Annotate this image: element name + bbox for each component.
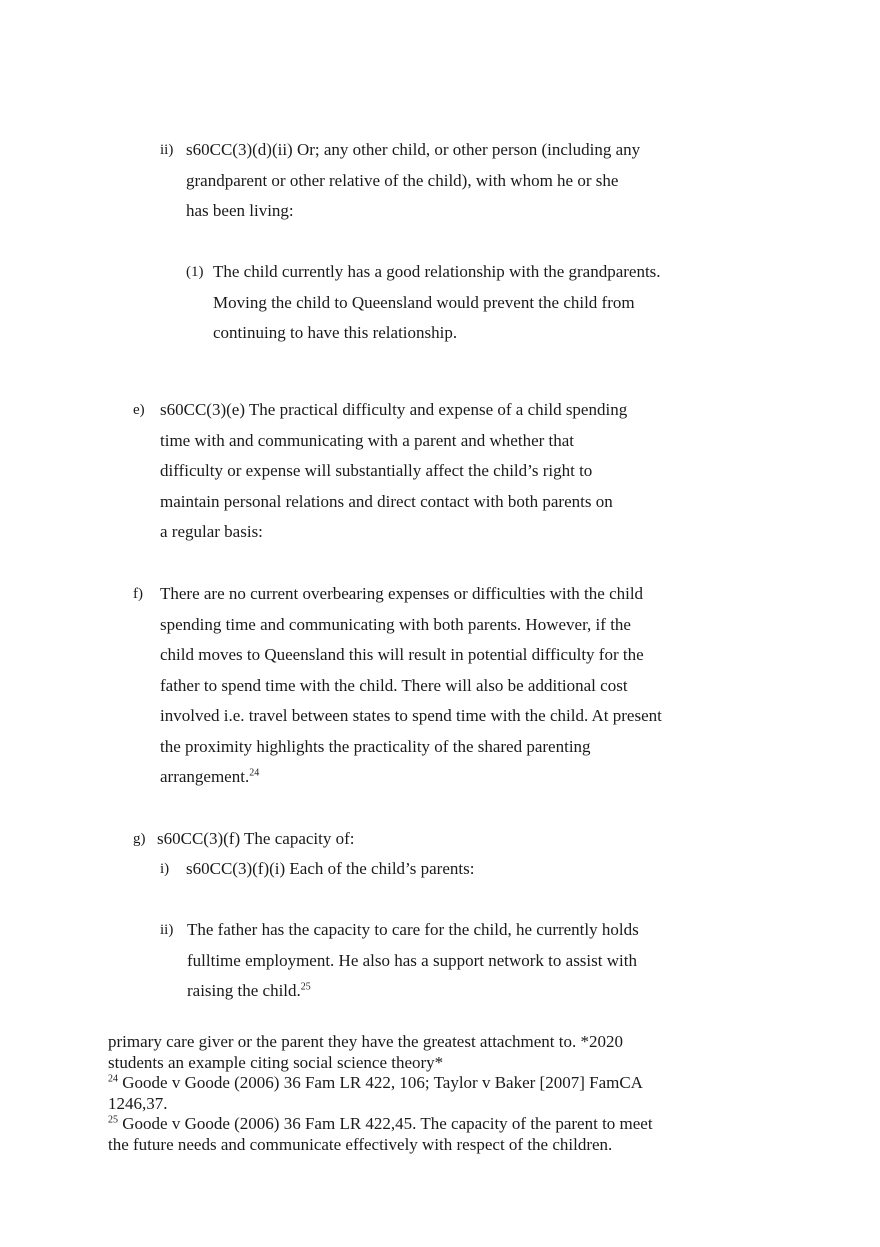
footnote-ref-24[interactable]: 24 [249, 767, 260, 779]
list-item-text [157, 824, 354, 855]
list-item-g-i [160, 854, 474, 885]
footnote-25 [108, 1114, 748, 1135]
text-line: child moves to Queensland this will result in potential difficulty for the [160, 645, 644, 664]
footnote-ref-25[interactable]: 25 [300, 981, 311, 993]
text-line: There are no current overbearing expenses or difficulties with the child [160, 584, 644, 603]
list-marker: ii) [160, 922, 174, 938]
text-line: involved i.e. travel between states to spend time with the child. At present [160, 706, 662, 725]
text-line: the proximity highlights the practicality of the shared parenting [160, 736, 591, 756]
list-marker: ii) [160, 142, 174, 158]
list-item-text [213, 257, 661, 349]
footnote-continuation-line: primary care giver or the parent they have the greatest attachment to. *2020 [108, 1032, 623, 1051]
text-line: s60CC(3)(f)(i) Each of the child’s parents: [186, 859, 475, 878]
footnotes [108, 1032, 748, 1155]
text-line: fulltime employment. He also has a support network to assist with [187, 950, 637, 970]
footnote-25-cont: the future needs and communicate effectively with respect of the children. [108, 1134, 613, 1154]
text-line: Moving the child to Queensland would prevent the child from [213, 292, 635, 312]
text-line: a regular basis: [160, 522, 263, 541]
list-marker: i) [160, 861, 170, 877]
list-item-text [186, 854, 474, 885]
list-marker: g) [133, 831, 146, 847]
footnote-text: Goode v Goode (2006) 36 Fam LR 422,45. The capacity of the parent to meet [118, 1114, 653, 1133]
text-line: maintain personal relations and direct contact with both parents on [160, 491, 613, 511]
list-item-g [133, 824, 354, 855]
text-line [187, 976, 639, 1007]
footnote-24 [108, 1073, 748, 1094]
list-marker: e) [133, 402, 145, 418]
text-line: time with and communicating with a parent and whether that [160, 430, 575, 450]
text-line: difficulty or expense will substantially affect the child’s right to [160, 461, 593, 480]
text-line: s60CC(3)(e) The practical difficulty and expense of a child spending [160, 400, 628, 419]
list-item-e [133, 395, 627, 548]
text-line: The child currently has a good relationship with the grandparents. [213, 262, 661, 281]
text-line: has been living: [186, 201, 294, 220]
text-line-content: arrangement. [160, 767, 250, 786]
footnote-text: Goode v Goode (2006) 36 Fam LR 422, 106; Taylor v Baker [2007] FamCA [118, 1073, 643, 1092]
footnote-number: 24 [108, 1073, 118, 1085]
list-item-g-ii [160, 915, 639, 1007]
list-item-text [186, 135, 640, 227]
text-line: The father has the capacity to care for the child, he currently holds [187, 920, 639, 939]
footnote-continuation-line: students an example citing social science theory* [108, 1052, 444, 1072]
list-marker: (1) [186, 264, 204, 280]
list-item-f [133, 579, 662, 793]
list-item-text [160, 395, 627, 548]
text-line: s60CC(3)(f) The capacity of: [157, 829, 355, 848]
text-line-content: raising the child. [187, 981, 301, 1000]
text-line: s60CC(3)(d)(ii) Or; any other child, or other person (including any [186, 140, 641, 159]
text-line: father to spend time with the child. There will also be additional cost [160, 675, 628, 695]
text-line: grandparent or other relative of the child), with whom he or she [186, 170, 619, 190]
list-marker: f) [133, 586, 143, 602]
list-item-text [187, 915, 639, 1007]
text-line: continuing to have this relationship. [213, 323, 458, 342]
text-line [160, 762, 662, 793]
list-item-d-ii [160, 135, 640, 227]
footnote-number: 25 [108, 1114, 118, 1126]
footnote-24-cont: 1246,37. [108, 1093, 168, 1113]
list-item-text [160, 579, 662, 793]
list-item-sub-1 [186, 257, 661, 349]
text-line: spending time and communicating with both parents. However, if the [160, 614, 631, 634]
